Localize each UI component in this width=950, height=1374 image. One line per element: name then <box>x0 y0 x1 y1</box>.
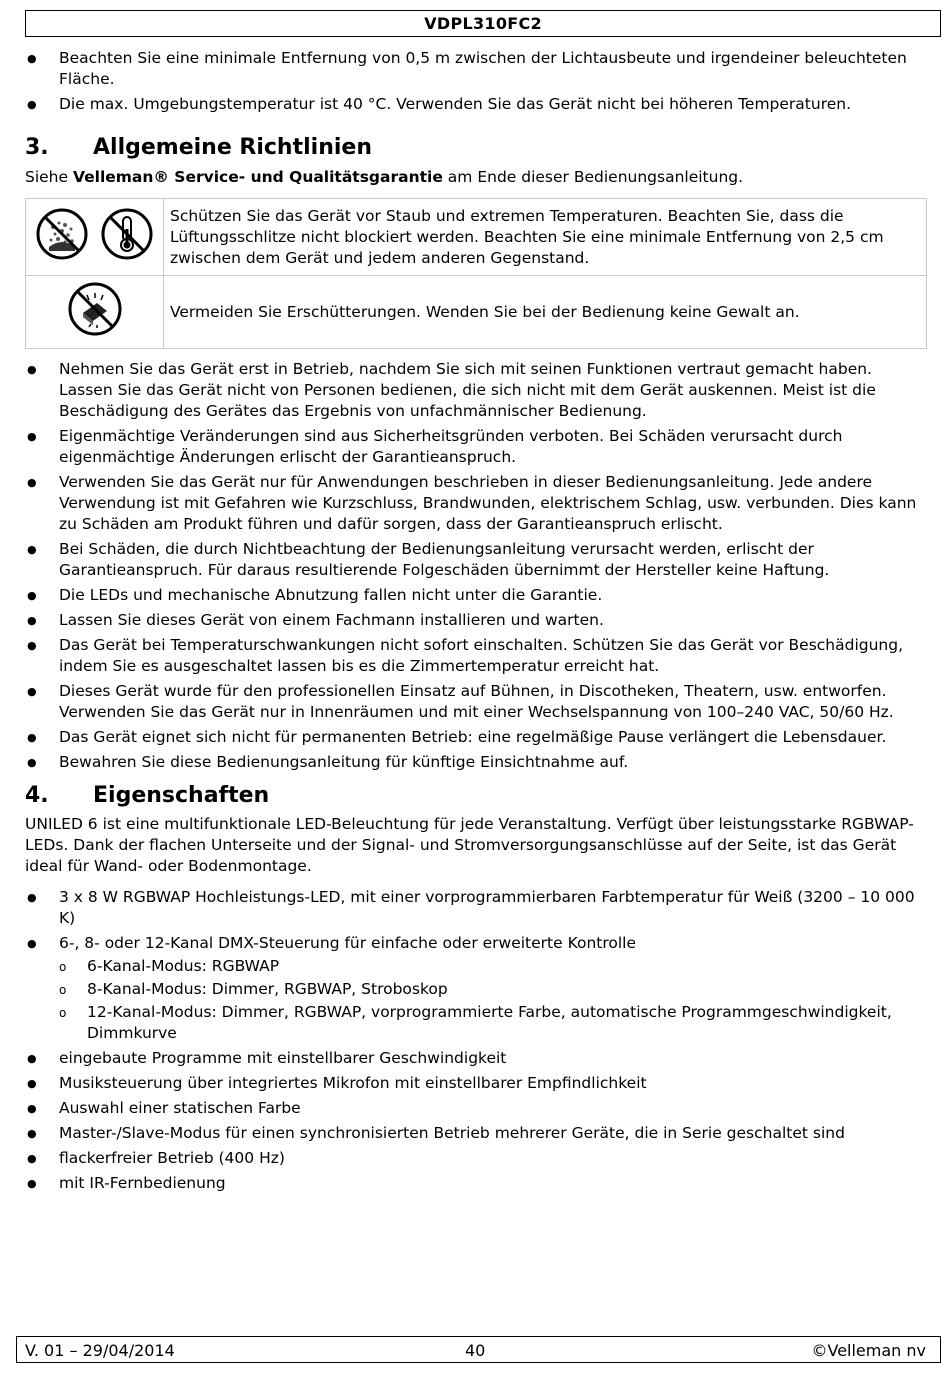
section-title: Eigenschaften <box>93 783 270 808</box>
footer-copyright: ©Velleman nv <box>811 1341 926 1360</box>
list-item: ● flackerfreier Betrieb (400 Hz) <box>25 1148 930 1169</box>
list-item: ● Nehmen Sie das Gerät erst in Betrieb, nachdem Sie sich mit seinen Funktionen vertraut gemacht haben. Lassen Sie das Gerät nicht von Personen bedienen, die sich nicht mit dem Gerät auskennen. Meist ist die Beschädigung des Gerätes das Ergebnis von unfachmännischer Bedienung. <box>25 359 930 422</box>
intro-text: am Ende dieser Bedienungsanleitung. <box>442 168 744 186</box>
list-item <box>25 933 930 1044</box>
page-header <box>25 10 941 37</box>
page-footer <box>16 1336 941 1363</box>
list-item: ● Beachten Sie eine minimale Entfernung von 0,5 m zwischen der Lichtausbeute und irgendeiner beleuchteten Fläche. <box>25 48 930 90</box>
list-item: ● Dieses Gerät wurde für den professionellen Einsatz auf Bühnen, in Discotheken, Theatern, usw. entworfen. Verwenden Sie das Gerät nur in Innenräumen und mit einer Wechselspannung von 100–240 VAC, 50/60 Hz. <box>25 681 930 723</box>
list-item: ● Lassen Sie dieses Gerät von einem Fachmann installieren und warten. <box>25 610 930 631</box>
sub-list-item: o 6-Kanal-Modus: RGBWAP <box>59 956 930 977</box>
section-3-bullet-list <box>25 359 930 773</box>
list-item: ● mit IR-Fernbedienung <box>25 1173 930 1194</box>
section-number: 3. <box>25 135 49 160</box>
section-4-heading <box>25 781 930 811</box>
list-item: ● 3 x 8 W RGBWAP Hochleistungs-LED, mit einer vorprogrammierbaren Farbtemperatur für Weiß (3200 – 10 000 K) <box>25 887 930 929</box>
list-item: ● Eigenmächtige Veränderungen sind aus Sicherheitsgründen verboten. Bei Schäden verursacht durch eigenmächtige Änderungen erlischt der Garantieanspruch. <box>25 426 930 468</box>
no-shock-icon <box>67 281 123 343</box>
section-4-bullet-list <box>25 887 930 1194</box>
intro-bold-text: Velleman® Service- und Qualitätsgarantie <box>72 168 443 186</box>
intro-bullet-list <box>25 48 930 115</box>
section-number: 4. <box>25 783 49 808</box>
no-dust-icon <box>35 207 89 267</box>
section-3-heading <box>25 133 930 163</box>
section-title: Allgemeine Richtlinien <box>93 135 372 160</box>
list-item: ● Master-/Slave-Modus für einen synchronisierten Betrieb mehrerer Geräte, die in Serie geschaltet sind <box>25 1123 930 1144</box>
safety-icons-cell <box>26 276 164 349</box>
content <box>25 48 930 1198</box>
list-item: ● Die max. Umgebungstemperatur ist 40 °C. Verwenden Sie das Gerät nicht bei höheren Temperaturen. <box>25 94 930 115</box>
safety-icons-cell <box>26 199 164 276</box>
list-item: ● Auswahl einer statischen Farbe <box>25 1098 930 1119</box>
sub-list-item: o 8-Kanal-Modus: Dimmer, RGBWAP, Stroboskop <box>59 979 930 1000</box>
list-item: ● Das Gerät bei Temperaturschwankungen nicht sofort einschalten. Schützen Sie das Gerät vor Beschädigung, indem Sie es ausgeschaltet lassen bis es die Zimmertemperatur erreicht hat. <box>25 635 930 677</box>
list-item: ● Die LEDs und mechanische Abnutzung fallen nicht unter die Garantie. <box>25 585 930 606</box>
section-3-intro <box>25 167 930 188</box>
list-item-text: 6-, 8- oder 12-Kanal DMX-Steuerung für einfache oder erweiterte Kontrolle <box>59 934 637 952</box>
no-temperature-icon <box>100 207 154 267</box>
list-item: ● Musiksteuerung über integriertes Mikrofon mit einstellbarer Empfindlichkeit <box>25 1073 930 1094</box>
page-number: 40 <box>465 1341 486 1360</box>
intro-text: Siehe <box>25 168 73 186</box>
document-title: VDPL310FC2 <box>424 14 542 33</box>
safety-text-cell: Vermeiden Sie Erschütterungen. Wenden Sie bei der Bedienung keine Gewalt an. <box>164 276 927 349</box>
safety-text-cell: Schützen Sie das Gerät vor Staub und extremen Temperaturen. Beachten Sie, dass die Lüftungsschlitze nicht blockiert werden. Beachten Sie eine minimale Entfernung von 2,5 cm zwischen dem Gerät und jedem anderen Gegenstand. <box>164 199 927 276</box>
list-item: ● Das Gerät eignet sich nicht für permanenten Betrieb: eine regelmäßige Pause verlängert die Lebensdauer. <box>25 727 930 748</box>
list-item: ● Bewahren Sie diese Bedienungsanleitung für künftige Einsichtnahme auf. <box>25 752 930 773</box>
sub-list <box>59 956 930 1044</box>
list-item: ● Bei Schäden, die durch Nichtbeachtung der Bedienungsanleitung verursacht werden, erlischt der Garantieanspruch. Für daraus resultierende Folgeschäden übernimmt der Hersteller keine Haftung. <box>25 539 930 581</box>
safety-table <box>25 198 927 349</box>
list-item: ● eingebaute Programme mit einstellbarer Geschwindigkeit <box>25 1048 930 1069</box>
list-item: ● Verwenden Sie das Gerät nur für Anwendungen beschrieben in dieser Bedienungsanleitung. Jede andere Verwendung ist mit Gefahren wie Kurzschluss, Brandwunden, elektrischem Schlag, usw. verbunden. Dies kann zu Schäden am Produkt führen und dafür sorgen, dass der Garantieanspruch erlischt. <box>25 472 930 535</box>
footer-version: V. 01 – 29/04/2014 <box>25 1341 175 1360</box>
section-4-intro: UNILED 6 ist eine multifunktionale LED-Beleuchtung für jede Veranstaltung. Verfügt über leistungsstarke RGBWAP-LEDs. Dank der flachen Unterseite und der Signal- und Stromversorgungsanschlüsse auf der Seite, ist das Gerät ideal für Wand- oder Bodenmontage. <box>25 815 914 875</box>
safety-row <box>26 199 927 276</box>
safety-row <box>26 276 927 349</box>
sub-list-item: o 12-Kanal-Modus: Dimmer, RGBWAP, vorprogrammierte Farbe, automatische Programmgeschwindigkeit, Dimmkurve <box>59 1002 930 1044</box>
